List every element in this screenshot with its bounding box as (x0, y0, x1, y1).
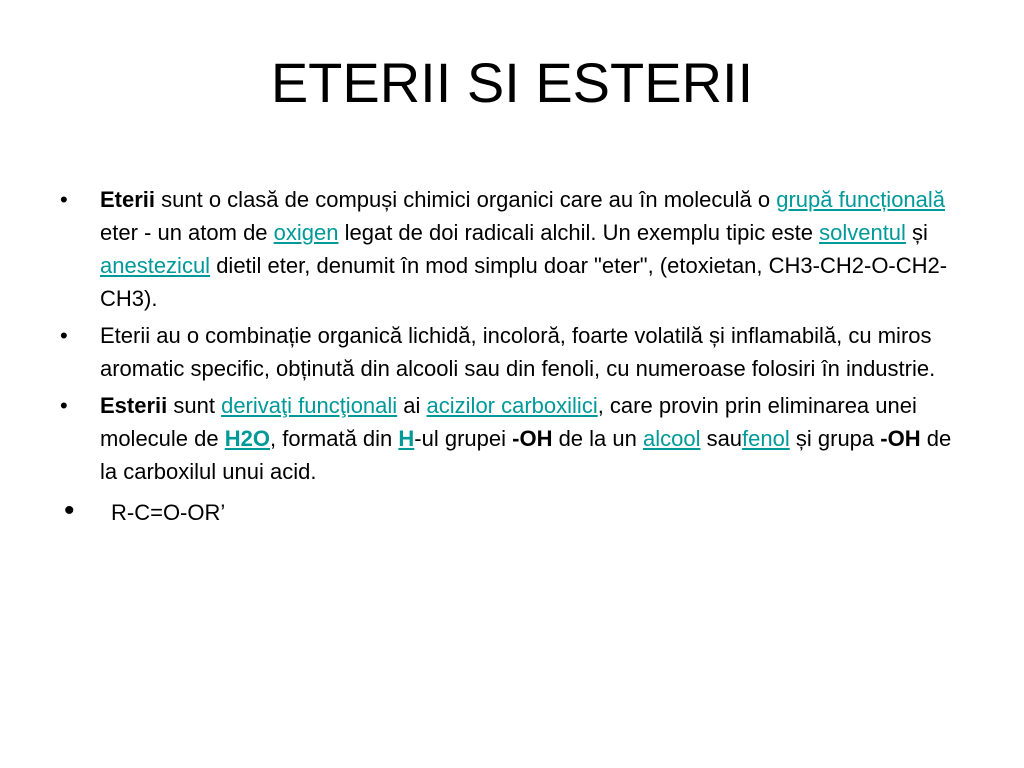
text-segment: sunt o clasă de compuși chimici organici care au în moleculă o (155, 187, 777, 212)
bullet-item-formula (60, 496, 965, 529)
text-segment: de la un (552, 426, 643, 451)
text-segment: ai (397, 393, 427, 418)
text-segment: , formată din (270, 426, 399, 451)
term-oh: -OH (880, 426, 921, 451)
link-h2o[interactable]: H2O (224, 426, 270, 451)
bullet-icon: • (60, 323, 68, 348)
term-esterii: Esterii (100, 393, 168, 418)
bullet-item-eterii-definition (60, 183, 965, 315)
text-segment: legat de doi radicali alchil. Un exemplu tipic este (338, 220, 820, 245)
bullet-text: Eterii au o combinație organică lichidă, incoloră, foarte volatilă și inflamabilă, cu miros aromatic specific, obținută din alcooli sau din fenoli, cu numeroase folosiri în industrie. (100, 323, 936, 381)
link-grupa-functionala[interactable]: grupă funcțională (776, 187, 946, 212)
bullet-icon: • (60, 187, 68, 212)
text-segment: sau (700, 426, 743, 451)
link-anestezicul[interactable]: anestezicul (100, 253, 211, 278)
text-segment: și grupa (789, 426, 881, 451)
link-oxigen[interactable]: oxigen (273, 220, 339, 245)
bullet-icon: • (64, 494, 75, 527)
link-fenol[interactable]: fenol (742, 426, 790, 451)
bullet-text (100, 393, 951, 484)
term-eterii: Eterii (100, 187, 156, 212)
link-alcool[interactable]: alcool (642, 426, 701, 451)
link-derivati-functionali[interactable]: derivaţi funcţionali (221, 393, 398, 418)
text-segment: sunt (167, 393, 222, 418)
bullet-item-eterii-properties (60, 319, 965, 385)
bullet-text (100, 187, 947, 311)
bullet-icon: • (60, 393, 68, 418)
link-solventul[interactable]: solventul (819, 220, 906, 245)
text-segment: , care provin prin eliminarea unei molecule de (100, 393, 917, 451)
link-h[interactable]: H (398, 426, 415, 451)
text-segment: eter - un atom de (100, 220, 274, 245)
text-segment: și (905, 220, 928, 245)
slide-title: ETERII SI ESTERII (270, 51, 754, 114)
text-segment: dietil eter, denumit în mod simplu doar "eter", (etoxietan, CH3-CH2-O-CH2-CH3). (100, 253, 948, 311)
link-acizilor-carboxilici[interactable]: acizilor carboxilici (426, 393, 598, 418)
text-segment: de la carboxilul unui acid. (100, 426, 952, 484)
text-segment: -ul grupei (414, 426, 513, 451)
term-oh: -OH (512, 426, 553, 451)
bullet-list (60, 183, 965, 533)
bullet-item-esterii-definition (60, 389, 965, 488)
ester-formula: R-C=O-OR’ (111, 500, 226, 525)
